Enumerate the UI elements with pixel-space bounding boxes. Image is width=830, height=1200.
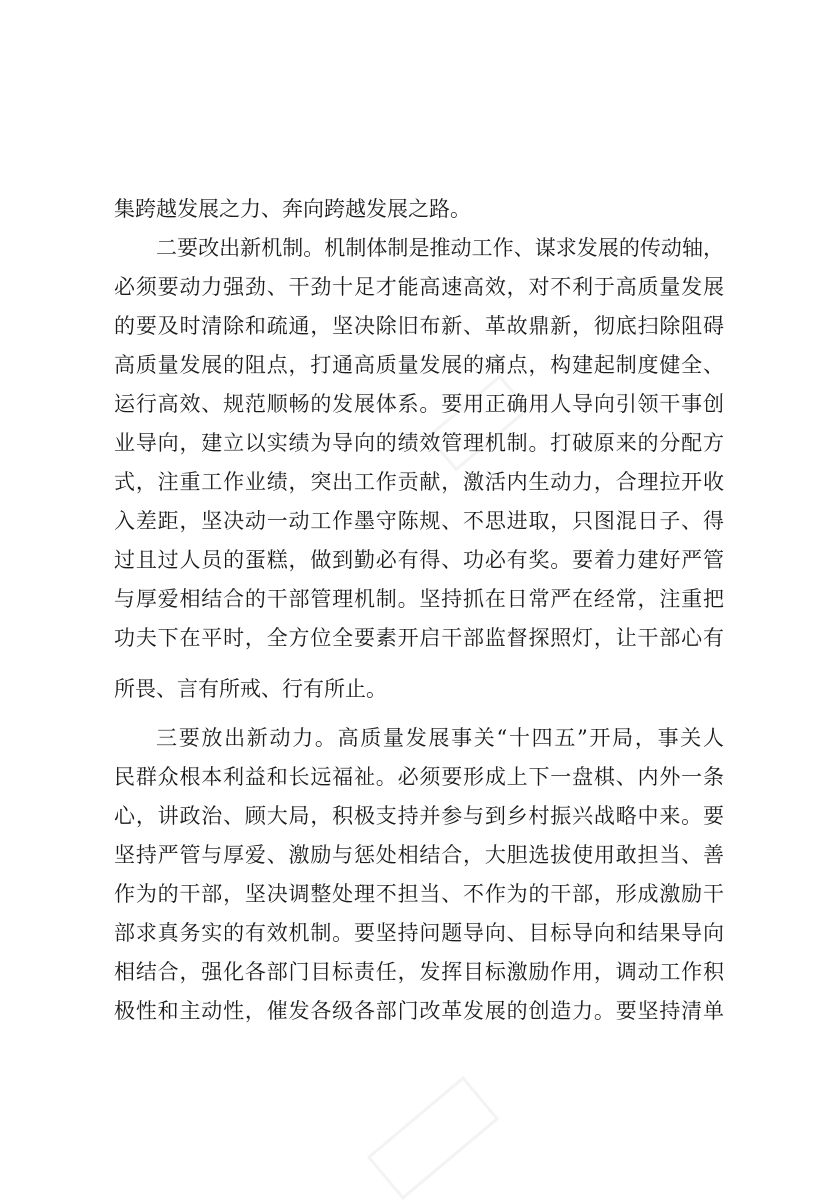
paragraph-line: 心，讲政治、顾大局，积极支持并参与到乡村振兴战略中来。要: [114, 804, 724, 828]
paragraph-line: 式，注重工作业绩，突出工作贡献，激活内生动力，合理拉开收: [114, 470, 724, 494]
paragraph-line: 运行高效、规范顺畅的发展体系。要用正确用人导向引领干事创: [114, 392, 724, 416]
paragraph-line: 业导向，建立以实绩为导向的绩效管理机制。打破原来的分配方: [114, 431, 724, 455]
paragraph-line: 功夫下在平时，全方位全要素开启干部监督探照灯，让干部心有: [114, 626, 724, 650]
paragraph-line: 与厚爱相结合的干部管理机制。坚持抓在日常严在经常，注重把: [114, 587, 724, 611]
paragraph-line: 部求真务实的有效机制。要坚持问题导向、目标导向和结果导向: [114, 921, 724, 945]
paragraph-line: 必须要动力强劲、干劲十足才能高速高效，对不利于高质量发展: [114, 275, 724, 299]
paragraph-line: 极性和主动性，催发各级各部门改革发展的创造力。要坚持清单: [114, 999, 724, 1023]
paragraph-line: 过且过人员的蛋糕，做到勤必有得、功必有奖。要着力建好严管: [114, 548, 724, 572]
paragraph-line: 坚持严管与厚爱、激励与惩处相结合，大胆选拔使用敢担当、善: [114, 843, 724, 867]
paragraph-line: 入差距，坚决动一动工作墨守陈规、不思进取，只图混日子、得: [114, 509, 724, 533]
paragraph-line: 高质量发展的阻点，打通高质量发展的痛点，构建起制度健全、: [114, 353, 724, 377]
paragraph-line: 民群众根本利益和长远福祉。必须要形成上下一盘棋、内外一条: [114, 765, 724, 789]
watermark-mark: [426, 375, 529, 472]
paragraph-line: 的要及时清除和疏通，坚决除旧布新、革故鼎新，彻底扫除阻碍: [114, 314, 724, 338]
paragraph-line: 相结合，强化各部门目标责任，发挥目标激励作用，调动工作积: [114, 960, 724, 984]
paragraph-line: 二要改出新机制。机制体制是推动工作、谋求发展的传动轴，: [156, 236, 724, 260]
paragraph-line: 三要放出新动力。高质量发展事关“十四五”开局，事关人: [156, 726, 724, 750]
paragraph-line: 所畏、言有所戒、行有所止。: [114, 677, 387, 701]
watermark-mark: [367, 1076, 500, 1200]
paragraph-line: 作为的干部，坚决调整处理不担当、不作为的干部，形成激励干: [114, 882, 724, 906]
paragraph-line: 集跨越发展之力、奔向跨越发展之路。: [114, 197, 471, 221]
paragraph-line: [114, 1037, 724, 1063]
